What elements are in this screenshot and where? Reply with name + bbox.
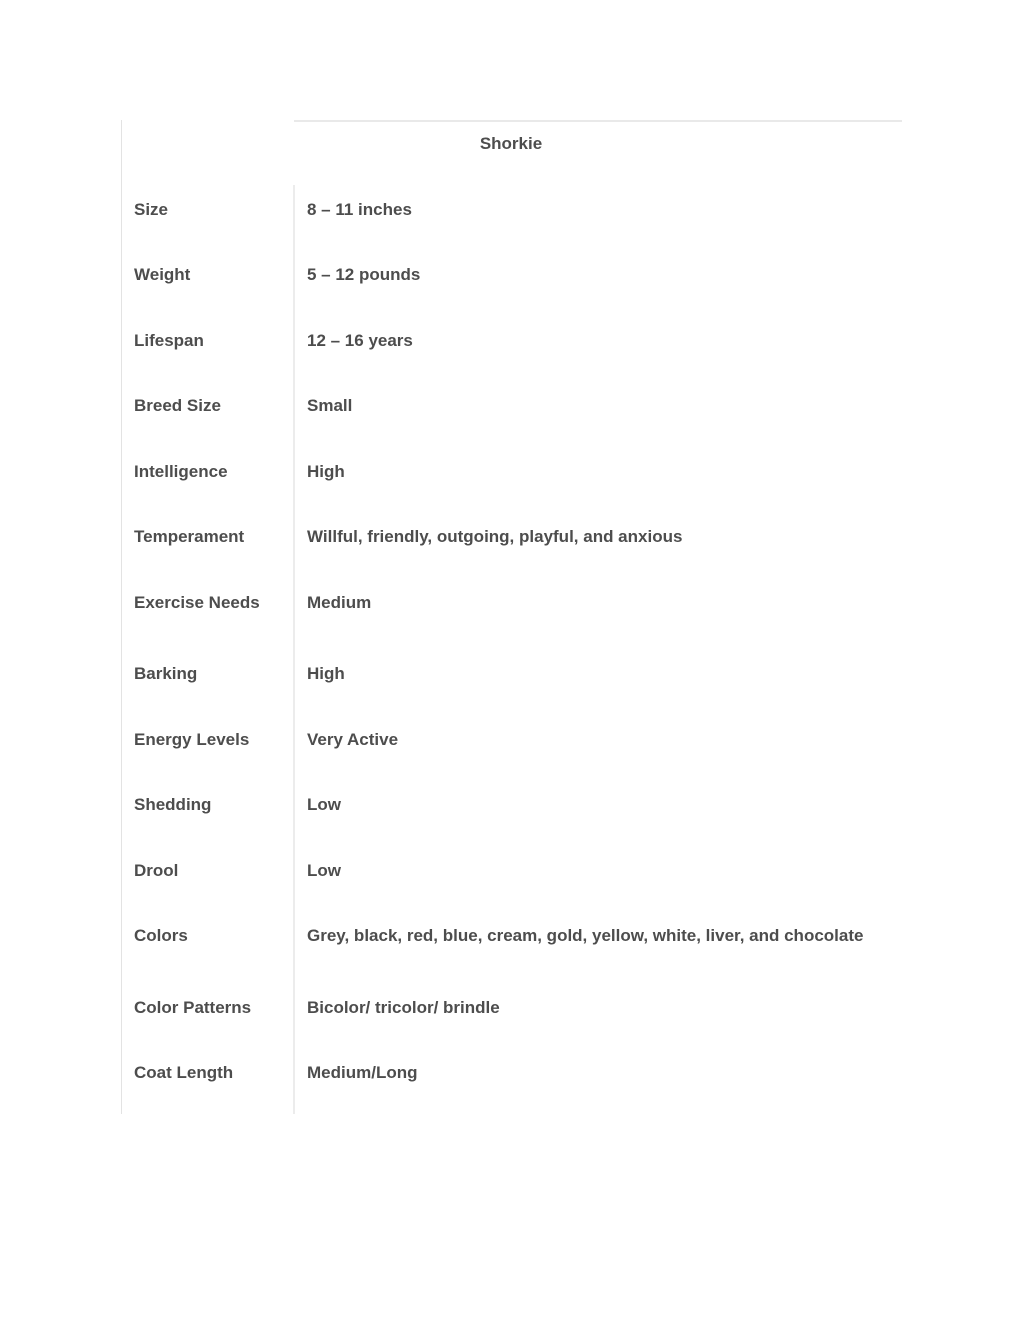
row-label: Size bbox=[134, 200, 169, 219]
row-label: Barking bbox=[134, 664, 198, 683]
row-value: Grey, black, red, blue, cream, gold, yellow, white, liver, and chocolate bbox=[307, 926, 864, 945]
row-value: 8 – 11 inches bbox=[307, 200, 412, 219]
row-label: Energy Levels bbox=[134, 730, 250, 749]
table-row bbox=[121, 859, 902, 883]
table-row bbox=[121, 525, 902, 549]
row-label: Lifespan bbox=[134, 331, 204, 350]
row-value: Very Active bbox=[307, 730, 399, 749]
table-row bbox=[121, 924, 902, 948]
row-value: Low bbox=[307, 861, 341, 880]
row-label: Weight bbox=[134, 265, 191, 284]
breed-name-header: Shorkie bbox=[479, 134, 543, 153]
row-label: Color Patterns bbox=[134, 998, 252, 1017]
table-row bbox=[121, 394, 902, 418]
table-row bbox=[121, 793, 902, 817]
table-row bbox=[121, 996, 902, 1020]
row-label: Drool bbox=[134, 861, 179, 880]
row-value: 12 – 16 years bbox=[307, 331, 413, 350]
table-row bbox=[121, 263, 902, 287]
row-label: Temperament bbox=[134, 527, 245, 546]
table-row bbox=[121, 329, 902, 353]
row-label: Exercise Needs bbox=[134, 593, 260, 612]
table-row bbox=[121, 728, 902, 752]
row-value: Small bbox=[307, 396, 353, 415]
row-value: Bicolor/ tricolor/ brindle bbox=[307, 998, 500, 1017]
row-label: Shedding bbox=[134, 795, 212, 814]
breed-info-table bbox=[121, 120, 902, 1114]
row-value: Medium bbox=[307, 593, 372, 612]
table-top-border bbox=[294, 120, 902, 122]
row-value: 5 – 12 pounds bbox=[307, 265, 421, 284]
row-label: Coat Length bbox=[134, 1063, 234, 1082]
table-row bbox=[121, 662, 902, 686]
row-label: Colors bbox=[134, 926, 188, 945]
row-value: High bbox=[307, 462, 345, 481]
column-divider bbox=[293, 185, 295, 1114]
row-label: Breed Size bbox=[134, 396, 221, 415]
row-value: Medium/Long bbox=[307, 1063, 418, 1082]
row-value: Low bbox=[307, 795, 341, 814]
table-row bbox=[121, 198, 902, 222]
row-value: High bbox=[307, 664, 345, 683]
table-row bbox=[121, 591, 902, 615]
table-row bbox=[121, 460, 902, 484]
row-label: Intelligence bbox=[134, 462, 228, 481]
row-value: Willful, friendly, outgoing, playful, and anxious bbox=[307, 527, 683, 546]
table-row bbox=[121, 1061, 902, 1085]
